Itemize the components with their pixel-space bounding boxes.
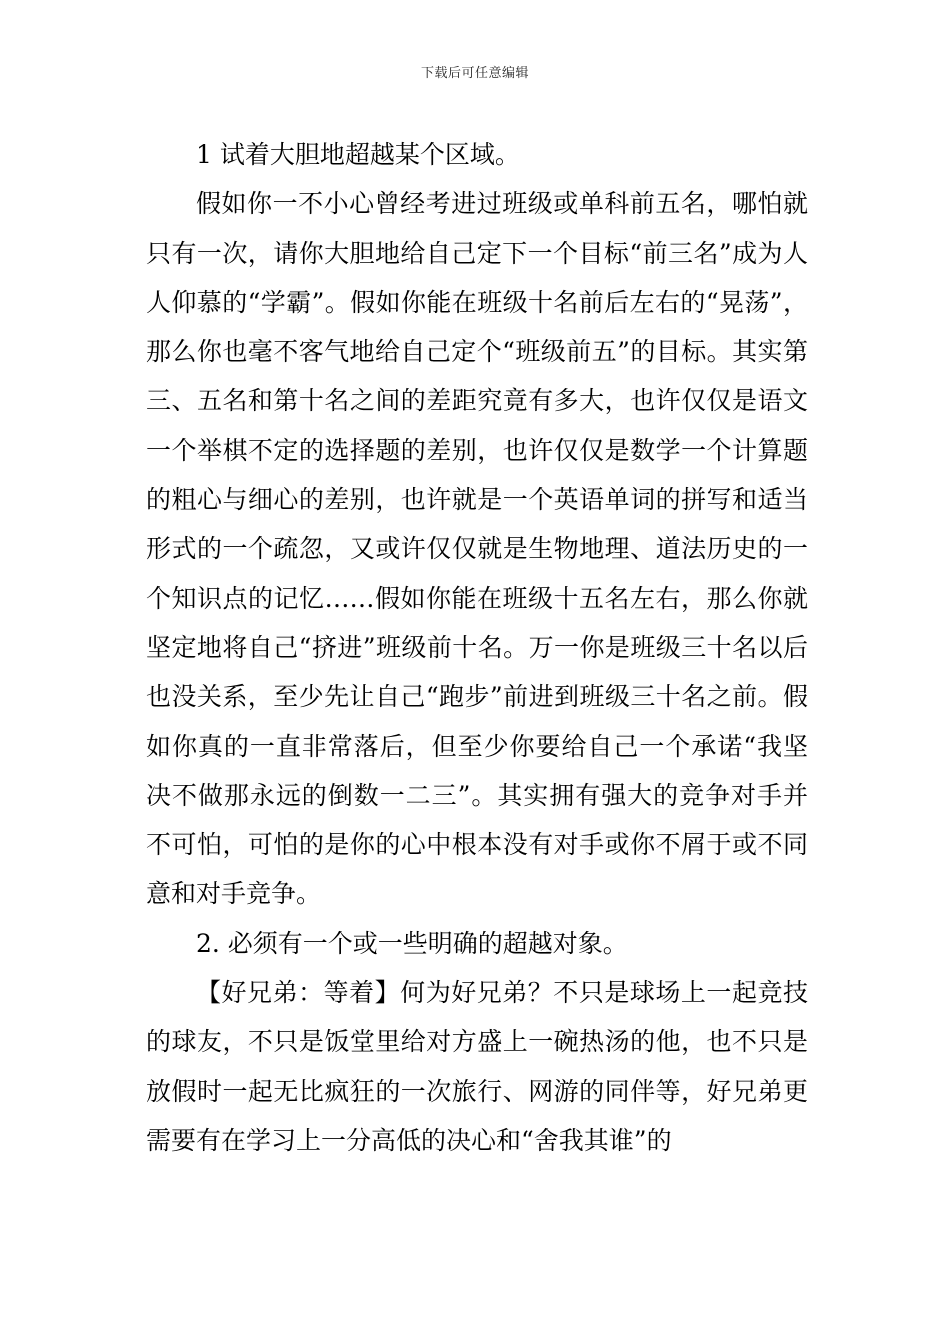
paragraph-section-2-heading: 2. 必须有一个或一些明确的超越对象。 [196, 928, 628, 958]
page-header: 下载后可任意编辑 [420, 66, 529, 81]
paragraph-section-1-body: 假如你一不小心曾经考进过班级或单科前五名，哪怕就只有一次，请你大胆地给自己定下一个目标“前三名”成为人人仰慕的“学霸”。假如你能在班级十名前后左右的“晃荡”，那么你也毫不客气地给自己定个“班级前五”的目标。其实第三、五名和第十名之间的差距究竟有多大，也许仅仅是语文一个举棋不定的选择题的差别，也许仅仅是数学一个计算题的粗心与细心的差别，也许就是一个英语单词的拼写和适当形式的一个疏忽，又或许仅仅就是生物地理、道法历史的一个知识点的记忆……假如你能在班级十五名左右，那么你就坚定地将自己“挤进”班级前十名。万一你是班级三十名以后也没关系，至少先让自己“跑步”前进到班级三十名之前。假如你真的一直非常落后，但至少你要给自己一个承诺“我坚决不做那永远的倒数一二三”。其实拥有强大的竞争对手并不可怕，可怕的是你的心中根本没有对手或你不屑于或不同意和对手竞争。 [146, 189, 808, 909]
paragraph-section-1-heading: 1 试着大胆地超越某个区域。 [196, 140, 520, 169]
paragraph-section-2-body: 【好兄弟：等着】何为好兄弟？不只是球场上一起竞技的球友，不只是饭堂里给对方盛上一碗热汤的他，也不只是放假时一起无比疯狂的一次旅行、网游的同伴等，好兄弟更需要有在学习上一分高低的决心和“舍我其谁”的 [146, 978, 808, 1155]
document-body [146, 130, 808, 1165]
